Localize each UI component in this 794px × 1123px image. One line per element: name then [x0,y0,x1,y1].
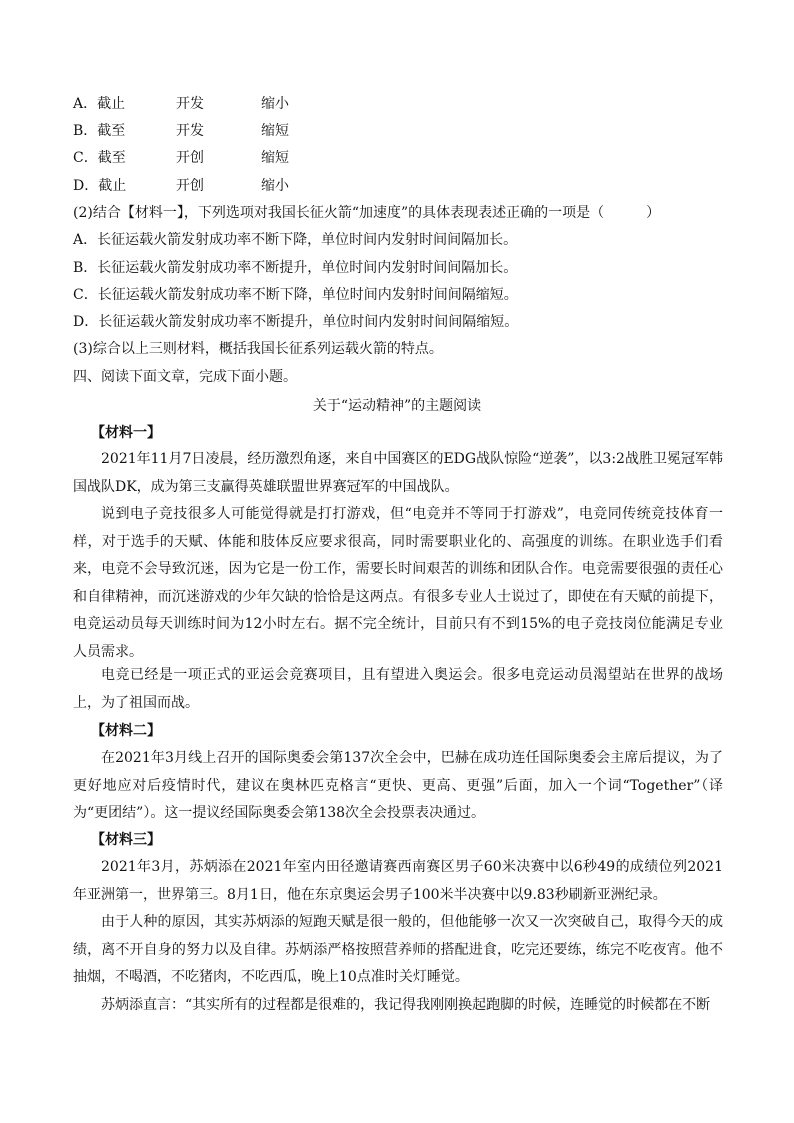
option-word-2: 开发 [176,96,204,112]
option-word-2: 开创 [176,150,204,166]
material-3-paragraph-3: 苏炳添直言：“其实所有的过程都是很难的，我记得我刚刚换起跑脚的时候，连睡觉的时候都在不断 [101,997,711,1013]
material-3-paragraph-2: 由于人种的原因，其实苏炳添的短跑天赋是很一般的，但他能够一次又一次突破自己，取得今天的成绩，离不开自身的努力以及自律。苏炳添严格按照营养师的搭配进食，吃完还要练，练完不吃夜宵。他不抽烟，不喝酒，不吃猪肉，不吃西瓜，晚上10点准时关灯睡觉。 [73,914,723,986]
option-word-3: 缩短 [261,123,289,139]
q2-option-b: B．长征运载火箭发射成功率不断提升，单位时间内发射时间间隔加长。 [73,260,518,276]
option-word-1: B．截至 [73,123,126,139]
material-2-label: 【材料二】 [91,723,161,739]
material-3-label: 【材料三】 [91,832,161,848]
question-2-stem: (2)结合【材料一】，下列选项对我国长征火箭“加速度”的具体表现表述正确的一项是（ ） [73,205,661,221]
option-word-3: 缩小 [261,178,289,194]
question-3: (3)综合以上三则材料，概括我国长征系列运载火箭的特点。 [73,341,443,357]
option-word-1: A．截止 [73,96,126,112]
option-word-3: 缩小 [261,96,289,112]
material-1-label: 【材料一】 [91,425,161,441]
option-word-1: C．截至 [73,150,126,166]
article-title: 关于“运动精神”的主题阅读 [312,398,482,414]
q2-option-a: A．长征运载火箭发射成功率不断下降，单位时间内发射时间间隔加长。 [73,232,518,248]
option-word-1: D．截止 [73,178,127,194]
option-word-3: 缩短 [261,150,289,166]
section-heading: 四、阅读下面文章，完成下面小题。 [73,369,297,385]
material-2-paragraph-1: 在2021年3月线上召开的国际奥委会第137次全会中，巴赫在成功连任国际奥委会主席后提议，为了更好地应对后疫情时代，建议在奥林匹克格言“更快、更高、更强”后面，加入一个词“Together”（译为“更团结”）。这一提议经国际奥委会第138次全会投票表决通过。 [73,750,723,822]
material-1-paragraph-3: 电竞已经是一项正式的亚运会竞赛项目，且有望进入奥运会。很多电竞运动员渴望站在世界的战场上，为了祖国而战。 [73,667,723,711]
material-1-paragraph-1: 2021年11月7日凌晨，经历激烈角逐，来自中国赛区的EDG战队惊险“逆袭”，以3:2战胜卫冕冠军韩国战队DK，成为第三支赢得英雄联盟世界赛冠军的中国战队。 [73,451,723,495]
option-word-2: 开发 [176,123,204,139]
option-word-2: 开创 [176,178,204,194]
material-3-paragraph-1: 2021年3月，苏炳添在2021年室内田径邀请赛西南赛区男子60米决赛中以6秒49的成绩位列2021年亚洲第一，世界第三。8月1日，他在东京奥运会男子100米半决赛中以9.83秒刷新亚洲纪录。 [73,859,723,903]
q2-option-c: C．长征运载火箭发射成功率不断下降，单位时间内发射时间间隔缩短。 [73,287,518,303]
material-1-paragraph-2: 说到电子竞技很多人可能觉得就是打打游戏，但“电竞并不等同于打游戏”，电竞同传统竞技体育一样，对于选手的天赋、体能和肢体反应要求很高，同时需要职业化的、高强度的训练。在职业选手们看来，电竞不会导致沉迷，因为它是一份工作，需要长时间艰苦的训练和团队合作。电竞需要很强的责任心和自律精神，而沉迷游戏的少年欠缺的恰恰是这两点。有很多专业人士说过了，即使在有天赋的前提下，电竞运动员每天训练时间为12小时左右。据不完全统计，目前只有不到15%的电子竞技岗位能满足专业人员需求。 [73,506,723,660]
q2-option-d: D．长征运载火箭发射成功率不断提升，单位时间内发射时间间隔缩短。 [73,314,519,330]
